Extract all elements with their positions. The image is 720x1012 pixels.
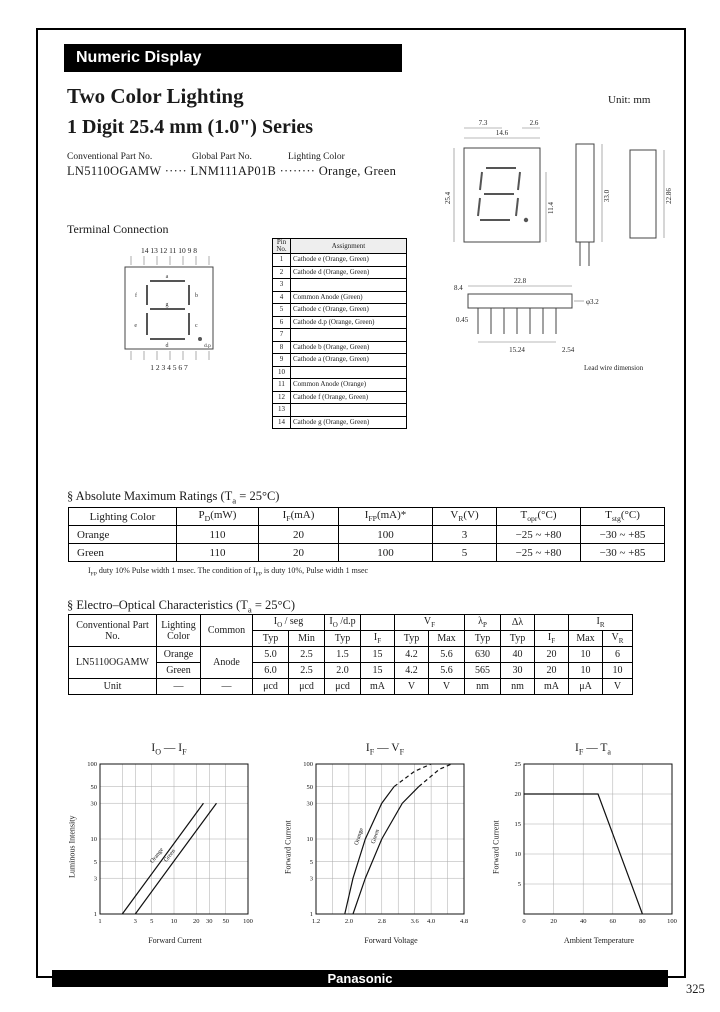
brand-logo-text: Panasonic xyxy=(327,971,393,986)
part-col-lighting: Lighting Color xyxy=(288,152,345,162)
chart-y-axis-label: Forward Current xyxy=(283,820,293,874)
segment-label-e: e xyxy=(134,323,137,329)
subheader-typ: Typ xyxy=(465,631,501,647)
cell-unit: nm xyxy=(465,679,501,695)
chart-title: $I_F$ — $V_F$ xyxy=(365,742,405,757)
cell-value: 565 xyxy=(465,663,501,679)
terminal-connection-heading: Terminal Connection xyxy=(67,222,169,236)
table-row-orange xyxy=(69,647,633,663)
dim-half-width: 7.3 xyxy=(478,119,488,127)
cell-value: 20 xyxy=(535,647,569,663)
cell-unit: V xyxy=(395,679,429,695)
lead-wire-caption: Lead wire dimension xyxy=(584,364,644,372)
chart-plot-area xyxy=(78,758,254,935)
subheader-if: $I_F$ xyxy=(535,631,569,647)
dim-edge: 2.6 xyxy=(529,119,539,127)
header-if: $I_F(mA)$ xyxy=(259,508,339,526)
cell-value: 6.0 xyxy=(253,663,289,679)
table-cell: 20 xyxy=(259,544,339,562)
table-cell xyxy=(291,279,407,292)
subheader-typ: Typ xyxy=(253,631,289,647)
cell-value: 5.0 xyxy=(253,647,289,663)
chart-text: 2.8 xyxy=(377,918,386,926)
header-blank-1 xyxy=(361,615,395,631)
table-cell: 110 xyxy=(177,526,259,544)
subheader-typ: Typ xyxy=(501,631,535,647)
chart-text: 100 xyxy=(87,761,97,769)
chart-series-green xyxy=(135,804,216,915)
chart-if-vs-vf xyxy=(282,742,488,945)
dim-bottom-width: 22.8 xyxy=(513,277,527,285)
table-row xyxy=(273,379,407,392)
table-cell: −30 ~ +85 xyxy=(581,544,665,562)
table-cell: 110 xyxy=(177,544,259,562)
subheader-typ: Typ xyxy=(395,631,429,647)
table-header-row xyxy=(273,239,407,254)
chart-text: 5 xyxy=(93,859,97,867)
table-cell: Green xyxy=(69,544,177,562)
header-vr: $V_R(V)$ xyxy=(433,508,497,526)
side-view-outline xyxy=(576,144,594,242)
subheader-max: Max xyxy=(569,631,603,647)
table-cell: Cathode a (Orange, Green) xyxy=(291,354,407,367)
table-cell: Cathode g (Orange, Green) xyxy=(291,416,407,429)
cell-unit: nm xyxy=(501,679,535,695)
chart-text: 50 xyxy=(222,918,229,926)
table-cell: 13 xyxy=(273,404,291,417)
table-cell: 10 xyxy=(273,366,291,379)
cell-value: 1.5 xyxy=(325,647,361,663)
segment-label-b: b xyxy=(195,293,198,299)
page-number: 325 xyxy=(686,982,705,996)
subheader-vr: $V_R$ xyxy=(603,631,633,647)
header-common: Common xyxy=(201,615,253,647)
chart-plot-area xyxy=(294,758,470,935)
header-topr: $T_{opr}(^\circ C)$ xyxy=(497,508,581,526)
dim-width: 14.6 xyxy=(495,129,509,137)
header-part-no: Conventional Part No. xyxy=(69,615,157,647)
table-header-row xyxy=(69,508,665,526)
table-cell xyxy=(291,404,407,417)
header-tstg: $T_{stg}(^\circ C)$ xyxy=(581,508,665,526)
cell-value: 4.2 xyxy=(395,663,429,679)
section-header-bar xyxy=(64,44,402,72)
table-cell: Cathode c (Orange, Green) xyxy=(291,304,407,317)
table-cell: Common Anode (Green) xyxy=(291,291,407,304)
table-cell: 12 xyxy=(273,391,291,404)
chart-y-axis-label: Forward Current xyxy=(491,820,501,874)
dim-rear-height: 22.86 xyxy=(665,188,673,204)
amr-footnote: $I_{FP}$ duty 10% Pulse width 1 msec. The condition of $I_{FP}$ is duty 10%, Pulse width 1 msec xyxy=(88,566,369,578)
segment-label-dp: d.p xyxy=(204,343,211,349)
chart-text: 30 xyxy=(206,918,213,926)
chart-svg xyxy=(78,758,254,930)
header-lighting-color: Lighting Color xyxy=(69,508,177,526)
cell-value: 30 xyxy=(501,663,535,679)
chart-text: 3.6 xyxy=(410,918,419,926)
header-lambda-p: $\lambda_P$ xyxy=(465,615,501,631)
cell-unit: V xyxy=(429,679,465,695)
table-cell: Orange xyxy=(69,526,177,544)
header-ir: $I_R$ xyxy=(569,615,633,631)
rear-view-outline xyxy=(630,150,656,238)
cell-value: 630 xyxy=(465,647,501,663)
table-row-unit xyxy=(69,679,633,695)
chart-text: 5 xyxy=(517,881,521,889)
chart-text: 4.8 xyxy=(459,918,469,926)
table-row xyxy=(273,391,407,404)
table-cell: 6 xyxy=(273,316,291,329)
table-row xyxy=(273,354,407,367)
table-header-row xyxy=(69,615,633,631)
chart-text: 20 xyxy=(514,791,521,799)
dim-depth: 8.4 xyxy=(454,284,463,292)
chart-series-orange xyxy=(345,787,394,914)
chart-text: 10 xyxy=(514,851,521,859)
segment-label-c: c xyxy=(195,323,198,329)
table-row xyxy=(273,266,407,279)
table-cell: 14 xyxy=(273,416,291,429)
table-cell: 9 xyxy=(273,354,291,367)
chart-text: Orange xyxy=(353,827,365,847)
chart-text: 1 xyxy=(309,911,313,919)
cell-value: 10 xyxy=(569,663,603,679)
chart-series-orange xyxy=(122,804,203,915)
table-row xyxy=(273,341,407,354)
cell-unit-label: Unit xyxy=(69,679,157,695)
chart-svg xyxy=(502,758,678,930)
table-row xyxy=(69,544,665,562)
chart-text: 20 xyxy=(193,918,200,926)
chart-text: 3 xyxy=(133,918,137,926)
table-row xyxy=(273,404,407,417)
table-cell: Cathode d.p (Orange, Green) xyxy=(291,316,407,329)
dim-lead-pitch: 2.54 xyxy=(562,346,575,354)
decimal-point xyxy=(198,337,202,341)
eoc-table xyxy=(68,614,633,695)
cell-unit: μcd xyxy=(289,679,325,695)
chart-text: 100 xyxy=(303,761,313,769)
chart-text: 60 xyxy=(609,918,617,926)
table-cell: −25 ~ +80 xyxy=(497,526,581,544)
table-cell: 5 xyxy=(433,544,497,562)
table-cell: 3 xyxy=(273,279,291,292)
package-dimension-drawing xyxy=(434,98,682,386)
chart-text: 25 xyxy=(514,761,521,769)
table-cell xyxy=(291,329,407,342)
table-cell: 5 xyxy=(273,304,291,317)
chart-x-axis-label: Forward Current xyxy=(148,936,202,946)
segment-label-a: a xyxy=(165,274,169,280)
table-cell xyxy=(291,366,407,379)
header-blank-2 xyxy=(535,615,569,631)
chart-text: 1 xyxy=(93,911,97,919)
cell-unit: mA xyxy=(361,679,395,695)
segment-label-d: d xyxy=(165,343,169,349)
cell-unit: μcd xyxy=(325,679,361,695)
segment-c xyxy=(516,198,518,216)
chart-text: 5 xyxy=(309,859,313,867)
header-delta-lambda: Δλ xyxy=(501,615,535,631)
cell-value: 2.0 xyxy=(325,663,361,679)
chart-svg xyxy=(294,758,470,930)
dim-height: 25.4 xyxy=(444,191,452,205)
amr-table xyxy=(68,507,665,562)
chart-text: 1.2 xyxy=(311,918,321,926)
table-cell: 4 xyxy=(273,291,291,304)
cell-common: Anode xyxy=(201,647,253,679)
section-header-label: Numeric Display xyxy=(76,49,202,66)
chart-text: 50 xyxy=(306,784,313,792)
segment-b xyxy=(518,172,520,190)
header-vf: $V_F$ xyxy=(395,615,465,631)
table-cell: 1 xyxy=(273,254,291,267)
cell-color: Green xyxy=(157,663,201,679)
table-cell: Cathode b (Orange, Green) xyxy=(291,341,407,354)
part-number-line: LN5110OGAMW ····· LNM111AP01B ········ Orange, Green xyxy=(67,164,397,178)
segment-label-f: f xyxy=(135,293,137,299)
table-cell: 20 xyxy=(259,526,339,544)
chart-text: 10 xyxy=(306,836,313,844)
subheader-min: Min xyxy=(289,631,325,647)
subheader-if: $I_F$ xyxy=(361,631,395,647)
chart-title: $I_O$ — $I_F$ xyxy=(151,742,187,757)
table-cell: 8 xyxy=(273,341,291,354)
table-cell: Common Anode (Orange) xyxy=(291,379,407,392)
top-pin-numbers: 14 13 12 11 10 9 8 xyxy=(141,246,197,255)
chart-text: 100 xyxy=(243,918,253,926)
table-cell: 100 xyxy=(339,544,433,562)
bottom-pin-numbers: 1 2 3 4 5 6 7 xyxy=(150,363,188,372)
chart-y-axis-label: Luminous Intensity xyxy=(67,815,77,879)
cell-dash: — xyxy=(201,679,253,695)
dim-lead-thickness: 0.45 xyxy=(456,316,469,324)
chart-title: $I_F$ — $T_a$ xyxy=(575,742,611,757)
table-cell: Cathode d (Orange, Green) xyxy=(291,266,407,279)
chart-text: 10 xyxy=(90,836,97,844)
brand-footer-bar xyxy=(52,970,668,987)
pin-assignment-table xyxy=(272,238,407,429)
chart-text: 4.0 xyxy=(427,918,436,926)
chart-text: 30 xyxy=(306,800,313,808)
chart-text: 1 xyxy=(98,918,102,926)
cell-unit: μcd xyxy=(253,679,289,695)
page-subtitle: 1 Digit 25.4 mm (1.0") Series xyxy=(67,116,314,138)
dim-lead-span: 15.24 xyxy=(509,346,525,354)
table-cell: Cathode f (Orange, Green) xyxy=(291,391,407,404)
chart-plot-area xyxy=(502,758,678,935)
chart-text: 2.0 xyxy=(344,918,353,926)
cell-unit: V xyxy=(603,679,633,695)
bottom-view-outline xyxy=(468,294,572,308)
cell-value: 10 xyxy=(569,647,603,663)
header-io-seg: $I_O$ / seg xyxy=(253,615,325,631)
chart-if-vs-ta xyxy=(490,742,696,945)
cell-unit: μA xyxy=(569,679,603,695)
cell-value: 2.5 xyxy=(289,647,325,663)
segment-f xyxy=(480,172,482,190)
segment-label-g: g xyxy=(165,302,169,308)
cell-value: 5.6 xyxy=(429,663,465,679)
chart-text: 3 xyxy=(93,875,97,883)
cell-value: 15 xyxy=(361,663,395,679)
amr-heading: § Absolute Maximum Ratings $(T_a = 25^\circ C)$ xyxy=(67,489,280,506)
cell-unit: mA xyxy=(535,679,569,695)
header-ifp: $I_{FP}(mA)*$ xyxy=(339,508,433,526)
header-io-dp: $I_O$ /d.p xyxy=(325,615,361,631)
chart-text: 50 xyxy=(90,784,97,792)
terminal-digit-drawing xyxy=(105,243,235,373)
header-lighting-color: Lighting Color xyxy=(157,615,201,647)
chart-text: Green xyxy=(163,848,177,864)
chart-text: 5 xyxy=(150,918,154,926)
pin-no-header: Pin No. xyxy=(273,239,291,254)
chart-series-green xyxy=(353,787,419,914)
eoc-heading: § Electro–Optical Characteristics $(T_a = 25^\circ C)$ xyxy=(67,598,296,615)
subheader-typ: Typ xyxy=(325,631,361,647)
cell-value: 15 xyxy=(361,647,395,663)
assignment-header: Assignment xyxy=(291,239,407,254)
cell-value: 5.6 xyxy=(429,647,465,663)
chart-text: 80 xyxy=(639,918,646,926)
unit-note: Unit: mm xyxy=(608,94,651,106)
chart-text: 100 xyxy=(667,918,677,926)
header-pd: $P_D(mW)$ xyxy=(177,508,259,526)
chart-text: 0 xyxy=(522,918,526,926)
table-cell: 3 xyxy=(433,526,497,544)
dim-hole: φ3.2 xyxy=(586,298,599,306)
table-cell: 2 xyxy=(273,266,291,279)
chart-x-axis-label: Ambient Temperature xyxy=(563,936,635,946)
table-cell: −30 ~ +85 xyxy=(581,526,665,544)
decimal-point xyxy=(524,218,528,222)
cell-color: Orange xyxy=(157,647,201,663)
table-row xyxy=(69,526,665,544)
cell-part-no: LN5110OGAMW xyxy=(69,647,157,679)
chart-text: 10 xyxy=(170,918,178,926)
cell-value: 40 xyxy=(501,647,535,663)
table-cell: 7 xyxy=(273,329,291,342)
chart-text: Green xyxy=(370,829,381,845)
chart-text: 3 xyxy=(309,875,313,883)
table-row xyxy=(273,279,407,292)
part-col-global: Global Part No. xyxy=(192,152,252,162)
cell-value: 4.2 xyxy=(395,647,429,663)
chart-text: 30 xyxy=(90,800,97,808)
table-row xyxy=(273,316,407,329)
chart-text: 15 xyxy=(514,821,521,829)
chart-io-vs-if xyxy=(66,742,272,945)
subheader-max: Max xyxy=(429,631,465,647)
cell-value: 6 xyxy=(603,647,633,663)
page-title: Two Color Lighting xyxy=(67,84,244,108)
cell-dash: — xyxy=(157,679,201,695)
cell-value: 2.5 xyxy=(289,663,325,679)
chart-series-orange xyxy=(394,764,431,787)
chart-text: 20 xyxy=(550,918,557,926)
part-col-conventional: Conventional Part No. xyxy=(67,152,153,162)
table-row xyxy=(273,329,407,342)
chart-x-axis-label: Forward Voltage xyxy=(364,936,418,946)
cell-value: 10 xyxy=(603,663,633,679)
cell-value: 20 xyxy=(535,663,569,679)
table-cell: Cathode e (Orange, Green) xyxy=(291,254,407,267)
dim-digit-height: 11.4 xyxy=(547,202,555,214)
chart-text: 40 xyxy=(579,918,587,926)
chart-border xyxy=(524,764,672,914)
chart-text: Orange xyxy=(149,847,166,865)
dim-side-height: 33.0 xyxy=(603,189,611,203)
table-row xyxy=(273,304,407,317)
table-cell: 11 xyxy=(273,379,291,392)
table-cell: 100 xyxy=(339,526,433,544)
segment-e xyxy=(478,198,480,216)
table-row xyxy=(273,254,407,267)
table-cell: −25 ~ +80 xyxy=(497,544,581,562)
table-row xyxy=(273,416,407,429)
table-row xyxy=(273,291,407,304)
table-row xyxy=(273,366,407,379)
